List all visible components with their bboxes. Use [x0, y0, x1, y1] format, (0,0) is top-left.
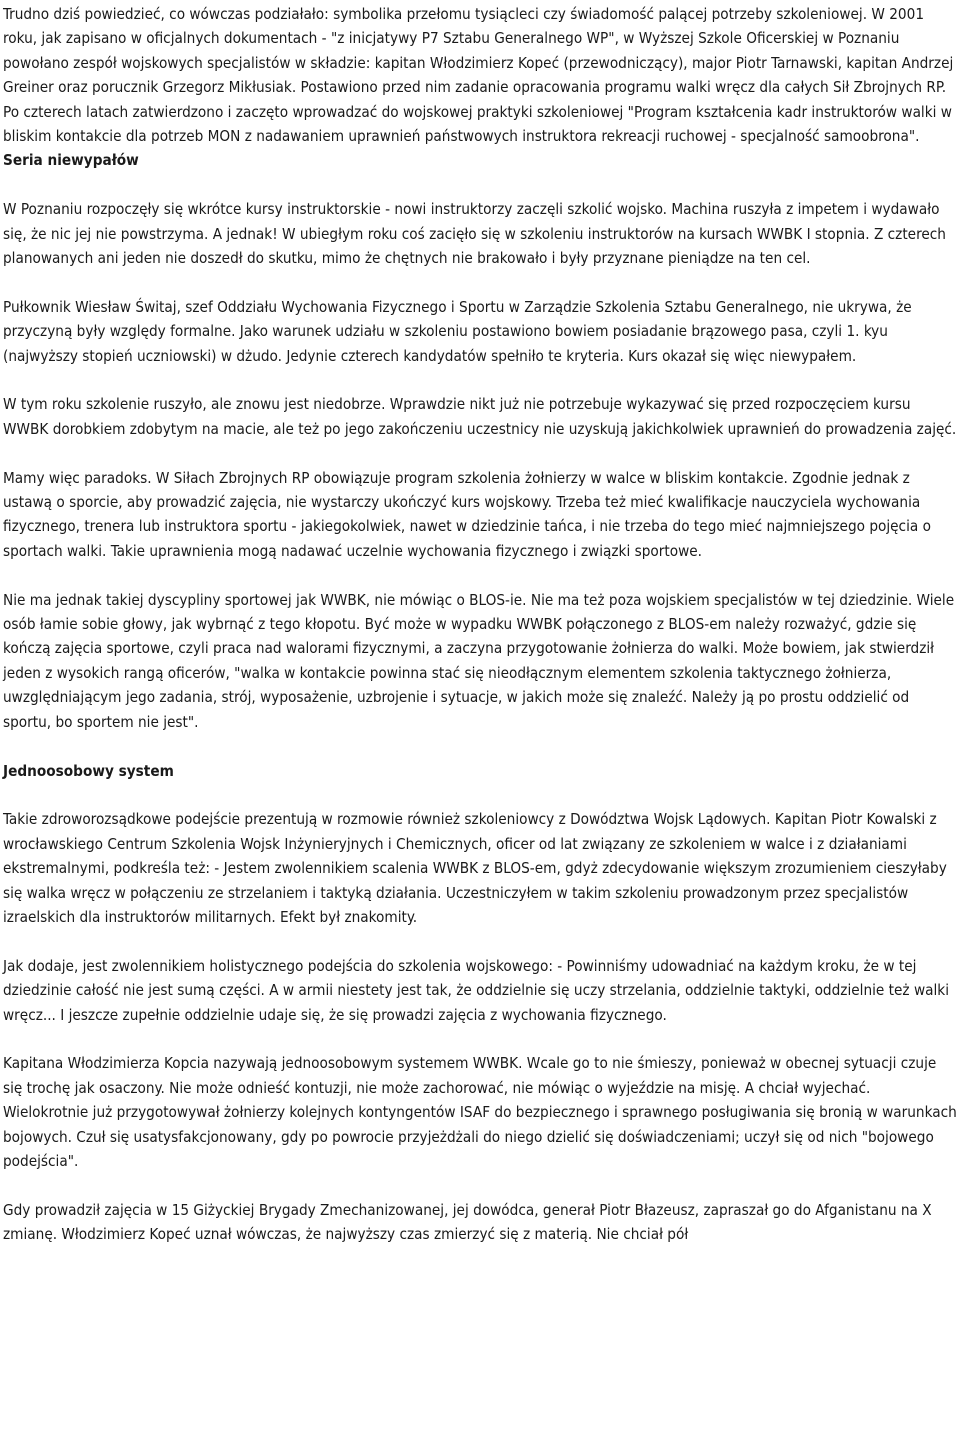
paragraph-text: W Poznaniu rozpoczęły się wkrótce kursy instruktorskie - nowi instruktorzy zaczęli szkolić wojsko. Machina ruszyła z impetem i wydawało się, że nic jej nie powstrzyma. A jednak! W ubiegłym roku coś zacięło się w szkoleniu instruktorów na kursach WWBK I stopnia. Z czterech planowanych ani jeden nie doszedł do skutku, mimo że chętnych nie brakowało i były przyznane pieniądze na ten cel. [3, 200, 946, 268]
paragraph-1 [3, 2, 957, 173]
paragraph-8: Jak dodaje, jest zwolennikiem holistycznego podejścia do szkolenia wojskowego: - Powinniśmy udowadniać na każdym kroku, że w tej dziedzinie całość nie jest sumą części. A w armii niestety jest tak, że oddzielnie się uczy strzelania, oddzielnie taktyki, oddzielnie też walki wręcz... I jeszcze zupełnie oddzielnie udaje się, że się prowadzi zajęcia z wychowania fizycznego. [3, 956, 949, 1024]
paragraph-5 [3, 466, 957, 564]
paragraph-4 [3, 392, 957, 441]
paragraph-text: Trudno dziś powiedzieć, co wówczas podziałało: symbolika przełomu tysiącleci czy świadomość palącej potrzeby szkoleniowej. W 2001 roku, jak zapisano w oficjalnych dokumentach - "z inicjatywy P7 Sztabu Generalnego WP", w Wyższej Szkole Oficerskiej w Poznaniu powołano zespół wojskowych specjalistów w składzie: kapitan Włodzimierz Kopeć (przewodniczący), major Piotr Tarnawski, kapitan Andrzej Greiner oraz porucznik Grzegorz Mikłusiak. Postawiono przed nim zadanie opracowania programu walki wręcz dla całych Sił Zbrojnych RP. Po czterech latach zatwierdzono i zaczęto wprowadzać do wojskowej praktyki szkoleniowej "Program kształcenia kadr instruktorów walki w bliskim kontakcie dla potrzeb MON z nadawaniem uprawnień państwowych instruktora rekreacji ruchowej - specjalność samoobrona". [3, 5, 954, 146]
paragraph-text: W tym roku szkolenie ruszyło, ale znowu jest niedobrze. Wprawdzie nikt już nie potrzebuje wykazywać się przed rozpoczęciem kursu WWBK dorobkiem zdobytym na macie, ale też po jego zakończeniu uczestnicy nie uzyskują jakichkolwiek uprawnień do prowadzenia zajęć. [3, 395, 957, 438]
paragraph-text: Mamy więc paradoks. W Siłach Zbrojnych RP obowiązuje program szkolenia żołnierzy w walce w bliskim kontakcie. Zgodnie jednak z ustawą o sporcie, aby prowadzić zajęcia, nie wystarczy ukończyć kurs wojskowy. Trzeba też mieć kwalifikacje nauczyciela wychowania fizycznego, trenera lub instruktora sportu - jakiegokolwiek, nawet w dziedzinie tańca, i nie trzeba do tego mieć najmniejszego pojęcia o sportach walki. Takie uprawnienia mogą nadawać uczelnie wychowania fizycznego i związki sportowe. [3, 468, 931, 560]
paragraph-9: Kapitana Włodzimierza Kopcia nazywają jednoosobowym systemem WWBK. Wcale go to nie śmieszy, ponieważ w obecnej sytuacji czuje się trochę jak osaczony. Nie może odnieść kontuzji, nie może zachorować, nie mówiąc o wyjeździe na misję. A chciał wyjechać. Wielokrotnie już przygotowywał żołnierzy kolejnych kontyngentów ISAF do bezpiecznego i sprawnego posługiwania się bronią w warunkach bojowych. Czuł się usatysfakcjonowany, gdy po powrocie przyjeżdżali do niego dzielić się doświadczeniami; uczył się od nich "bojowego podejścia". [3, 1054, 957, 1170]
section-heading-jednoosobowy: Jednoosobowy system [3, 761, 174, 780]
section-heading-seria: Seria niewypałów [3, 151, 139, 170]
paragraph-7: Takie zdroworozsądkowe podejście prezentują w rozmowie również szkoleniowcy z Dowództwa Wojsk Lądowych. Kapitan Piotr Kowalski z wrocławskiego Centrum Szkolenia Wojsk Inżynieryjnych i Chemicznych, oficer od lat związany ze szkoleniem w walce i z działaniami ekstremalnymi, podkreśla też: - Jestem zwolennikiem scalenia WWBK z BLOS-em, gdyż zdecydowanie większym zrozumieniem cieszyłaby się walka wręcz w połączeniu ze strzelaniem i taktyką działania. Uczestniczyłem w takim szkoleniu prowadzonym przez specjalistów izraelskich dla instruktorów militarnych. Efekt był znakomity. [3, 810, 947, 926]
paragraph-3 [3, 295, 957, 368]
document-page [3, 2, 957, 1271]
paragraph-2 [3, 197, 957, 270]
paragraph-6 [3, 588, 957, 734]
paragraph-text: Pułkownik Wiesław Świtaj, szef Oddziału Wychowania Fizycznego i Sportu w Zarządzie Szkolenia Sztabu Generalnego, nie ukrywa, że przyczyną były względy formalne. Jako warunek udziału w szkoleniu postawiono bowiem posiadanie brązowego pasa, czyli 1. kyu (najwyższy stopień uczniowski) w dżudo. Jedynie czterech kandydatów spełniło te kryteria. Kurs okazał się więc niewypałem. [3, 297, 912, 365]
paragraph-text: Nie ma jednak takiej dyscypliny sportowej jak WWBK, nie mówiąc o BLOS-ie. Nie ma też poza wojskiem specjalistów w tej dziedzinie. Wiele osób łamie sobie głowy, jak wybrnąć z tego kłopotu. Być może w wypadku WWBK połączonego z BLOS-em należy rozważyć, gdzie się kończą zajęcia sportowe, czyli praca nad walorami fizycznymi, a zaczyna przygotowanie żołnierza do walki. Może bowiem, jak stwierdził jeden z wysokich rangą oficerów, "walka w kontakcie powinna stać się nieodłącznym elementem szkolenia taktycznego żołnierza, uwzględniającym jego zadania, strój, wyposażenie, uzbrojenie i sytuacje, w jakich może się znaleźć. Należy ją po prostu oddzielić od sportu, bo sportem nie jest". [3, 590, 955, 731]
paragraph-10: Gdy prowadził zajęcia w 15 Giżyckiej Brygady Zmechanizowanej, jej dowódca, generał Piotr Błazeusz, zapraszał go do Afganistanu na X zmianę. Włodzimierz Kopeć uznał wówczas, że najwyższy czas zmierzyć się z materią. Nie chciał pół [3, 1200, 932, 1244]
